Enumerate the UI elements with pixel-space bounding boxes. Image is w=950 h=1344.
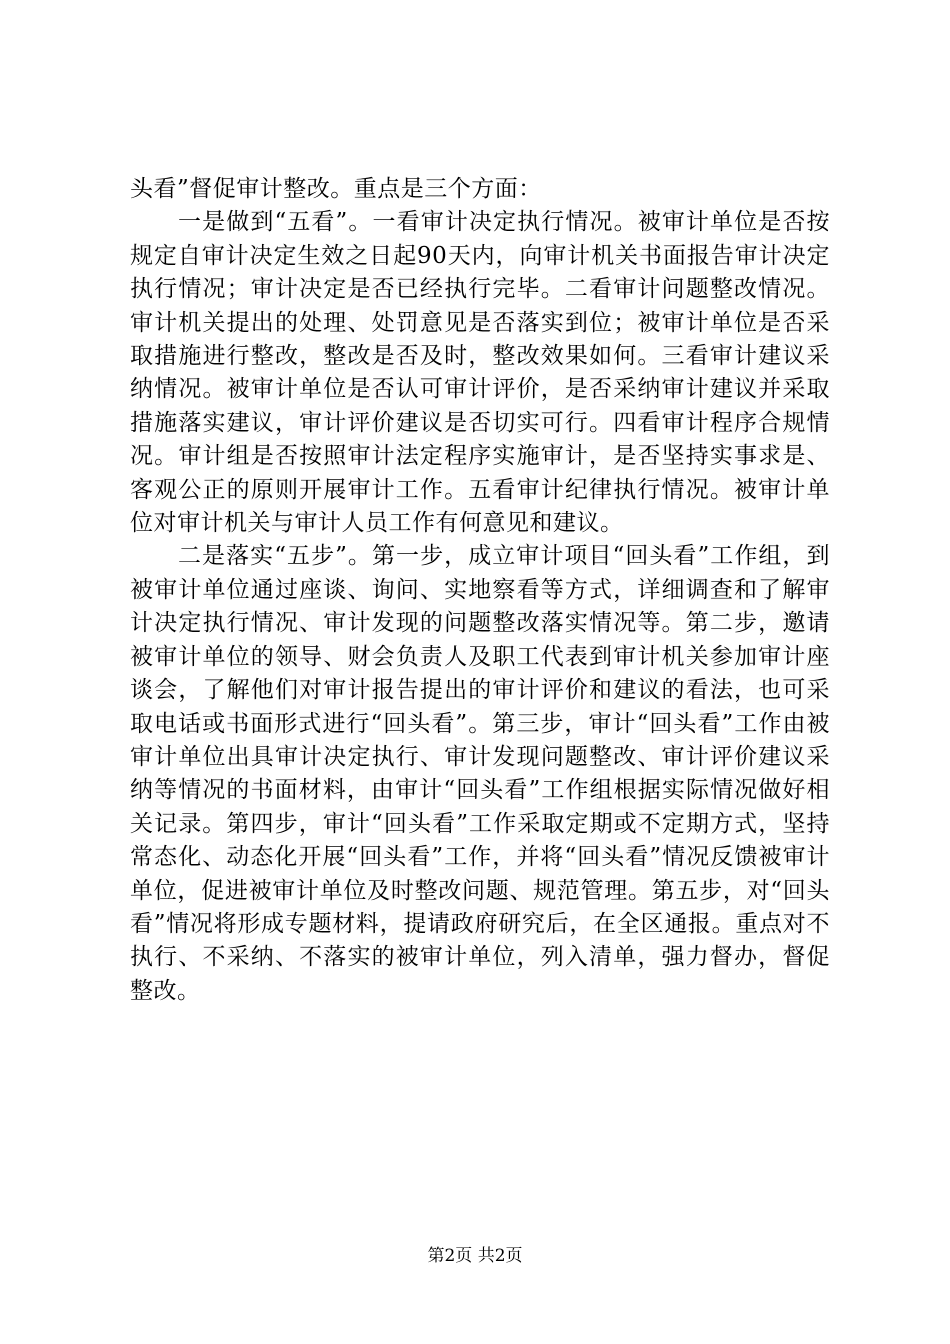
- document-body: [130, 173, 830, 1008]
- paragraph-five-looks: 一是做到“五看”。一看审计决定执行情况。被审计单位是否按规定自审计决定生效之日起90天内，向审计机关书面报告审计决定执行情况；审计决定是否已经执行完毕。二看审计问题整改情况。审计机关提出的处理、处罚意见是否落实到位；被审计单位是否采取措施进行整改，整改是否及时，整改效果如何。三看审计建议采纳情况。被审计单位是否认可审计评价，是否采纳审计建议并采取措施落实建议，审计评价建议是否切实可行。四看审计程序合规情况。审计组是否按照审计法定程序实施审计，是否坚持实事求是、客观公正的原则开展审计工作。五看审计纪律执行情况。被审计单位对审计机关与审计人员工作有何意见和建议。: [130, 209, 830, 537]
- page-footer: 第2页 共2页: [427, 1246, 523, 1266]
- paragraph-five-steps: 二是落实“五步”。第一步，成立审计项目“回头看”工作组，到被审计单位通过座谈、询问、实地察看等方式，详细调查和了解审计决定执行情况、审计发现的问题整改落实情况等。第二步，邀请被审计单位的领导、财会负责人及职工代表到审计机关参加审计座谈会，了解他们对审计报告提出的审计评价和建议的看法，也可采取电话或书面形式进行“回头看”。第三步，审计“回头看”工作由被审计单位出具审计决定执行、审计发现问题整改、审计评价建议采纳等情况的书面材料，由审计“回头看”工作组根据实际情况做好相关记录。第四步，审计“回头看”工作采取定期或不定期方式，坚持常态化、动态化开展“回头看”工作，并将“回头看”情况反馈被审计单位，促进被审计单位及时整改问题、规范管理。第五步，对“回头看”情况将形成专题材料，提请政府研究后，在全区通报。重点对不执行、不采纳、不落实的被审计单位，列入清单，强力督办，督促整改。: [130, 543, 830, 1004]
- paragraph-continuation: 头看”督促审计整改。重点是三个方面：: [130, 176, 542, 202]
